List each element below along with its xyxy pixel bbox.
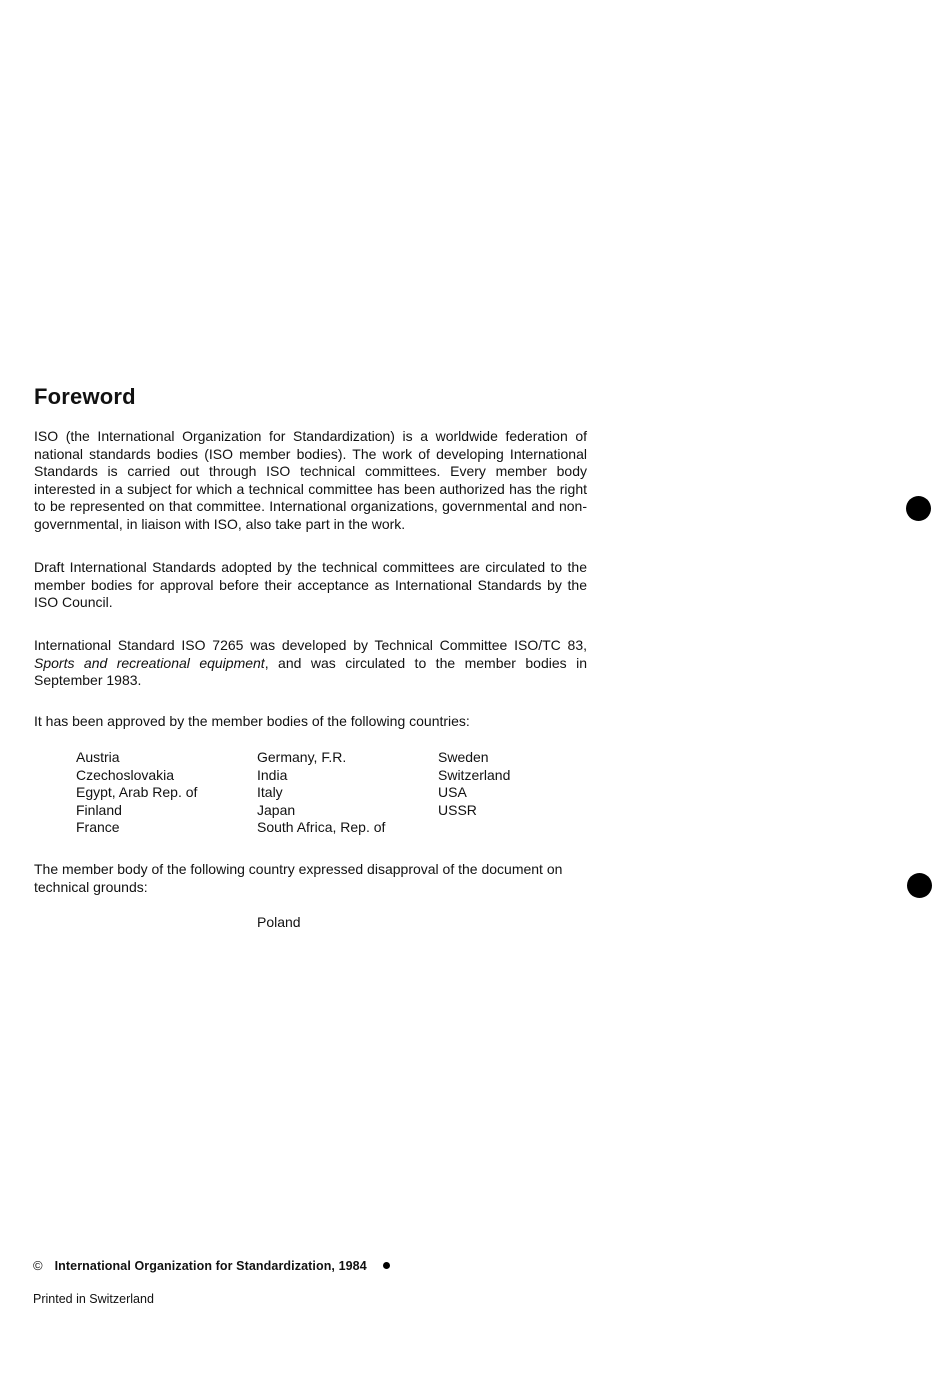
country-item: Italy — [257, 784, 283, 801]
country-item: Germany, F.R. — [257, 749, 347, 765]
country-item: Japan — [257, 801, 296, 818]
country-column-3 — [438, 749, 618, 819]
page-title: Foreword — [34, 384, 136, 409]
bullet-dot-icon — [383, 1262, 390, 1269]
binder-hole-mark — [907, 873, 932, 898]
country-item: Sweden — [438, 749, 489, 765]
country-item: Czechoslovakia — [76, 766, 175, 783]
committee-title: Sports and recreational equipment — [34, 654, 265, 671]
paragraph-draft-standards: Draft International Standards adopted by the technical committees are circulated to the member bodies for approval before their acceptance as International Standards by the ISO Council. — [34, 559, 587, 611]
country-item: USA — [438, 784, 467, 801]
copyright-text: International Organization for Standardization, 1984 — [54, 1258, 367, 1273]
copyright-icon: © — [33, 1258, 43, 1273]
paragraph-disapproval: The member body of the following country expressed disapproval of the document on technical grounds: — [34, 861, 563, 895]
country-item: South Africa, Rep. of — [257, 819, 386, 836]
country-column-2 — [257, 749, 437, 837]
binder-hole-mark — [906, 496, 931, 521]
paragraph-iso-introduction: ISO (the International Organization for Standardization) is a worldwide federation of national standards bodies (ISO member bodies). The work of developing International Standards is carried out through ISO technical committees. Every member body interested in a subject for which a technical committee has been authorized has the right to be represented on that committee. International organizations, governmental and non-governmental, in liaison with ISO, also take part in the work. — [34, 428, 587, 532]
country-column-1 — [76, 749, 256, 837]
copyright-line — [33, 1258, 390, 1273]
country-item: France — [76, 819, 120, 836]
country-item: Finland — [76, 801, 122, 818]
country-item: Switzerland — [438, 766, 511, 783]
printed-location: Printed in Switzerland — [33, 1292, 154, 1306]
paragraph-development — [34, 637, 587, 690]
country-item: Egypt, Arab Rep. of — [76, 784, 198, 801]
country-item: India — [257, 766, 288, 783]
paragraph-development-lead: International Standard ISO 7265 was developed by Technical Committee ISO/TC 83, — [34, 637, 587, 653]
country-item: Austria — [76, 749, 120, 765]
country-item: USSR — [438, 801, 477, 818]
paragraph-approval-intro: It has been approved by the member bodies of the following countries: — [34, 713, 470, 729]
disapproving-country: Poland — [257, 914, 301, 930]
paragraph-development-tail: , and was circulated to the member bodies in September 1983. — [34, 654, 587, 689]
